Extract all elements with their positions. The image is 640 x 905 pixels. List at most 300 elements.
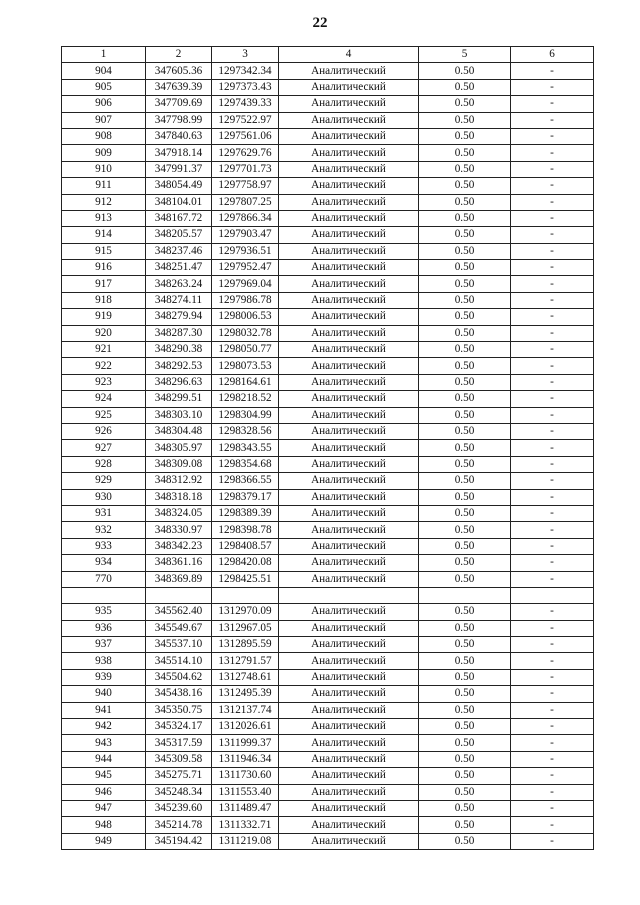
table-cell: 913 bbox=[62, 210, 146, 226]
table-cell: 1298343.55 bbox=[212, 440, 279, 456]
table-cell: 0.50 bbox=[419, 325, 511, 341]
table-cell: 348361.16 bbox=[146, 555, 212, 571]
table-cell: 0.50 bbox=[419, 79, 511, 95]
table-cell: 0.50 bbox=[419, 161, 511, 177]
table-cell: - bbox=[511, 79, 594, 95]
table-cell: 0.50 bbox=[419, 768, 511, 784]
table-cell: 0.50 bbox=[419, 292, 511, 308]
table-cell: 944 bbox=[62, 751, 146, 767]
table-cell: 945 bbox=[62, 768, 146, 784]
table-cell: 947 bbox=[62, 800, 146, 816]
table-row bbox=[62, 227, 594, 243]
table-row bbox=[62, 669, 594, 685]
table-cell: 0.50 bbox=[419, 112, 511, 128]
table-cell: - bbox=[511, 423, 594, 439]
table-cell: 1312137.74 bbox=[212, 702, 279, 718]
table-cell: 0.50 bbox=[419, 817, 511, 833]
table-cell: - bbox=[511, 456, 594, 472]
table-cell: 0.50 bbox=[419, 833, 511, 849]
table-row bbox=[62, 325, 594, 341]
table-cell: - bbox=[511, 702, 594, 718]
table-cell: - bbox=[511, 719, 594, 735]
table-cell: 910 bbox=[62, 161, 146, 177]
table-cell: 348296.63 bbox=[146, 374, 212, 390]
table-cell: 1298304.99 bbox=[212, 407, 279, 423]
table-cell: 0.50 bbox=[419, 620, 511, 636]
table-cell: 0.50 bbox=[419, 800, 511, 816]
table-cell: 345214.78 bbox=[146, 817, 212, 833]
table-cell: 1297439.33 bbox=[212, 96, 279, 112]
table-cell: Аналитический bbox=[279, 96, 419, 112]
table-cell: Аналитический bbox=[279, 686, 419, 702]
table-cell: 1298389.39 bbox=[212, 505, 279, 521]
table-cell: - bbox=[511, 637, 594, 653]
table-cell: - bbox=[511, 768, 594, 784]
table-cell: 1298050.77 bbox=[212, 342, 279, 358]
column-header: 2 bbox=[146, 47, 212, 63]
table-cell: 0.50 bbox=[419, 505, 511, 521]
table-cell: 1311219.08 bbox=[212, 833, 279, 849]
table-cell: 914 bbox=[62, 227, 146, 243]
table-cell: Аналитический bbox=[279, 194, 419, 210]
table-cell: 345438.16 bbox=[146, 686, 212, 702]
table-cell: - bbox=[511, 669, 594, 685]
table-cell: - bbox=[511, 96, 594, 112]
table-cell: 348318.18 bbox=[146, 489, 212, 505]
table-cell: 931 bbox=[62, 505, 146, 521]
table-cell: Аналитический bbox=[279, 833, 419, 849]
table-cell: 348342.23 bbox=[146, 538, 212, 554]
table-cell: Аналитический bbox=[279, 817, 419, 833]
table-cell: 906 bbox=[62, 96, 146, 112]
table-row bbox=[62, 79, 594, 95]
table-cell: 0.50 bbox=[419, 276, 511, 292]
table-cell: 0.50 bbox=[419, 128, 511, 144]
table-cell: 770 bbox=[62, 571, 146, 587]
table-cell: 345275.71 bbox=[146, 768, 212, 784]
table-cell: - bbox=[511, 489, 594, 505]
table-cell: - bbox=[511, 833, 594, 849]
table-cell: Аналитический bbox=[279, 473, 419, 489]
table-cell: 1298398.78 bbox=[212, 522, 279, 538]
table-cell: Аналитический bbox=[279, 571, 419, 587]
column-header: 5 bbox=[419, 47, 511, 63]
table-row bbox=[62, 260, 594, 276]
table-cell: 345324.17 bbox=[146, 719, 212, 735]
table-cell: Аналитический bbox=[279, 63, 419, 79]
table-cell: Аналитический bbox=[279, 702, 419, 718]
table-cell: 348292.53 bbox=[146, 358, 212, 374]
table-row bbox=[62, 145, 594, 161]
table-cell: 345239.60 bbox=[146, 800, 212, 816]
table-cell: 345504.62 bbox=[146, 669, 212, 685]
table-cell: 942 bbox=[62, 719, 146, 735]
table-cell: - bbox=[511, 63, 594, 79]
table-cell: 917 bbox=[62, 276, 146, 292]
table-cell: 932 bbox=[62, 522, 146, 538]
table-cell: Аналитический bbox=[279, 784, 419, 800]
table-cell: 347991.37 bbox=[146, 161, 212, 177]
group-separator-row bbox=[62, 587, 594, 603]
table-cell: - bbox=[511, 358, 594, 374]
table-cell: Аналитический bbox=[279, 440, 419, 456]
table-cell: 1297807.25 bbox=[212, 194, 279, 210]
table-row bbox=[62, 571, 594, 587]
table-cell: 1297701.73 bbox=[212, 161, 279, 177]
table-cell: 1311489.47 bbox=[212, 800, 279, 816]
table-cell: 916 bbox=[62, 260, 146, 276]
table-cell: - bbox=[511, 522, 594, 538]
table-cell: 1311553.40 bbox=[212, 784, 279, 800]
table-cell: 1298164.61 bbox=[212, 374, 279, 390]
table-cell: Аналитический bbox=[279, 309, 419, 325]
table-cell: 348263.24 bbox=[146, 276, 212, 292]
table-cell: 1297342.34 bbox=[212, 63, 279, 79]
table-cell: Аналитический bbox=[279, 342, 419, 358]
table-cell: 1298425.51 bbox=[212, 571, 279, 587]
table-cell: 1311332.71 bbox=[212, 817, 279, 833]
table-cell: Аналитический bbox=[279, 178, 419, 194]
table-row bbox=[62, 784, 594, 800]
table-cell: Аналитический bbox=[279, 260, 419, 276]
table-cell: - bbox=[511, 292, 594, 308]
table-cell: 1311730.60 bbox=[212, 768, 279, 784]
table-cell: Аналитический bbox=[279, 210, 419, 226]
table-cell: 933 bbox=[62, 538, 146, 554]
table-cell: Аналитический bbox=[279, 227, 419, 243]
table-cell: Аналитический bbox=[279, 374, 419, 390]
table-cell: - bbox=[511, 653, 594, 669]
table-cell: 348205.57 bbox=[146, 227, 212, 243]
table-cell: - bbox=[511, 555, 594, 571]
table-row bbox=[62, 63, 594, 79]
table-cell: 915 bbox=[62, 243, 146, 259]
table-cell: - bbox=[511, 161, 594, 177]
table-cell: 0.50 bbox=[419, 145, 511, 161]
table-cell: Аналитический bbox=[279, 768, 419, 784]
table-cell: 925 bbox=[62, 407, 146, 423]
table-cell: 904 bbox=[62, 63, 146, 79]
table-cell: Аналитический bbox=[279, 407, 419, 423]
empty-cell bbox=[279, 587, 419, 603]
table-cell: 0.50 bbox=[419, 473, 511, 489]
table-cell: 347639.39 bbox=[146, 79, 212, 95]
table-row bbox=[62, 505, 594, 521]
table-cell: 0.50 bbox=[419, 227, 511, 243]
table-cell: Аналитический bbox=[279, 735, 419, 751]
table-row bbox=[62, 358, 594, 374]
table-cell: 905 bbox=[62, 79, 146, 95]
table-cell: - bbox=[511, 735, 594, 751]
table-row bbox=[62, 178, 594, 194]
table-cell: - bbox=[511, 620, 594, 636]
table-cell: 1298366.55 bbox=[212, 473, 279, 489]
table-row bbox=[62, 538, 594, 554]
table-cell: 345537.10 bbox=[146, 637, 212, 653]
table-cell: 934 bbox=[62, 555, 146, 571]
table-cell: - bbox=[511, 538, 594, 554]
table-cell: - bbox=[511, 473, 594, 489]
table-cell: 1312495.39 bbox=[212, 686, 279, 702]
table-cell: 0.50 bbox=[419, 178, 511, 194]
table-cell: 921 bbox=[62, 342, 146, 358]
table-cell: 0.50 bbox=[419, 522, 511, 538]
table-cell: 1311946.34 bbox=[212, 751, 279, 767]
table-cell: Аналитический bbox=[279, 112, 419, 128]
table-cell: 0.50 bbox=[419, 571, 511, 587]
table-cell: 345317.59 bbox=[146, 735, 212, 751]
table-row bbox=[62, 489, 594, 505]
table-row bbox=[62, 637, 594, 653]
table-cell: 935 bbox=[62, 604, 146, 620]
table-cell: - bbox=[511, 178, 594, 194]
table-row bbox=[62, 751, 594, 767]
table-row bbox=[62, 194, 594, 210]
empty-cell bbox=[212, 587, 279, 603]
table-row bbox=[62, 243, 594, 259]
table-cell: 912 bbox=[62, 194, 146, 210]
table-cell: 347605.36 bbox=[146, 63, 212, 79]
table-row bbox=[62, 604, 594, 620]
table-cell: 1312967.05 bbox=[212, 620, 279, 636]
table-cell: 348309.08 bbox=[146, 456, 212, 472]
table-cell: 348330.97 bbox=[146, 522, 212, 538]
table-cell: 1298420.08 bbox=[212, 555, 279, 571]
table-cell: - bbox=[511, 505, 594, 521]
table-row bbox=[62, 112, 594, 128]
table-cell: 924 bbox=[62, 391, 146, 407]
table-cell: 0.50 bbox=[419, 243, 511, 259]
table-cell: 348054.49 bbox=[146, 178, 212, 194]
table-cell: 348305.97 bbox=[146, 440, 212, 456]
table-cell: 348237.46 bbox=[146, 243, 212, 259]
table-cell: - bbox=[511, 210, 594, 226]
table-cell: Аналитический bbox=[279, 391, 419, 407]
table-cell: 0.50 bbox=[419, 358, 511, 374]
table-row bbox=[62, 342, 594, 358]
table-cell: 0.50 bbox=[419, 63, 511, 79]
table-row bbox=[62, 686, 594, 702]
table-cell: 0.50 bbox=[419, 260, 511, 276]
table-cell: 0.50 bbox=[419, 391, 511, 407]
table-cell: - bbox=[511, 145, 594, 161]
table-cell: Аналитический bbox=[279, 538, 419, 554]
table-cell: 930 bbox=[62, 489, 146, 505]
table-row bbox=[62, 473, 594, 489]
table-cell: 0.50 bbox=[419, 669, 511, 685]
table-cell: 0.50 bbox=[419, 555, 511, 571]
table-cell: 0.50 bbox=[419, 702, 511, 718]
table-cell: 0.50 bbox=[419, 423, 511, 439]
table-row bbox=[62, 128, 594, 144]
table-cell: Аналитический bbox=[279, 669, 419, 685]
table-cell: 1298379.17 bbox=[212, 489, 279, 505]
table-cell: - bbox=[511, 817, 594, 833]
table-row bbox=[62, 292, 594, 308]
table-cell: 1297936.51 bbox=[212, 243, 279, 259]
table-cell: - bbox=[511, 342, 594, 358]
table-cell: - bbox=[511, 276, 594, 292]
table-cell: 0.50 bbox=[419, 194, 511, 210]
table-cell: 345514.10 bbox=[146, 653, 212, 669]
table-cell: - bbox=[511, 391, 594, 407]
coordinates-table bbox=[61, 46, 594, 850]
table-cell: Аналитический bbox=[279, 423, 419, 439]
table-cell: Аналитический bbox=[279, 489, 419, 505]
column-header: 1 bbox=[62, 47, 146, 63]
table-cell: - bbox=[511, 260, 594, 276]
table-cell: 946 bbox=[62, 784, 146, 800]
table-row bbox=[62, 423, 594, 439]
table-cell: 0.50 bbox=[419, 735, 511, 751]
table-cell: 0.50 bbox=[419, 538, 511, 554]
table-cell: Аналитический bbox=[279, 243, 419, 259]
table-row bbox=[62, 210, 594, 226]
table-cell: 345248.34 bbox=[146, 784, 212, 800]
table-cell: 926 bbox=[62, 423, 146, 439]
table-row bbox=[62, 96, 594, 112]
table-cell: 348304.48 bbox=[146, 423, 212, 439]
table-row bbox=[62, 309, 594, 325]
table-cell: 949 bbox=[62, 833, 146, 849]
table-cell: 348167.72 bbox=[146, 210, 212, 226]
table-cell: 348312.92 bbox=[146, 473, 212, 489]
table-cell: 0.50 bbox=[419, 407, 511, 423]
table-cell: 936 bbox=[62, 620, 146, 636]
empty-cell bbox=[146, 587, 212, 603]
table-cell: 347918.14 bbox=[146, 145, 212, 161]
table-cell: Аналитический bbox=[279, 751, 419, 767]
table-cell: 345350.75 bbox=[146, 702, 212, 718]
table-cell: Аналитический bbox=[279, 358, 419, 374]
table-cell: - bbox=[511, 194, 594, 210]
table-cell: 1312791.57 bbox=[212, 653, 279, 669]
table-cell: - bbox=[511, 571, 594, 587]
table-cell: 909 bbox=[62, 145, 146, 161]
empty-cell bbox=[511, 587, 594, 603]
table-cell: 345194.42 bbox=[146, 833, 212, 849]
table-cell: 348299.51 bbox=[146, 391, 212, 407]
table-row bbox=[62, 817, 594, 833]
table-cell: Аналитический bbox=[279, 800, 419, 816]
empty-cell bbox=[62, 587, 146, 603]
table-cell: Аналитический bbox=[279, 653, 419, 669]
table-cell: 0.50 bbox=[419, 653, 511, 669]
table-cell: 908 bbox=[62, 128, 146, 144]
table-cell: 348303.10 bbox=[146, 407, 212, 423]
table-cell: Аналитический bbox=[279, 292, 419, 308]
table-cell: 348369.89 bbox=[146, 571, 212, 587]
table-cell: 929 bbox=[62, 473, 146, 489]
table-cell: 1312895.59 bbox=[212, 637, 279, 653]
table-cell: - bbox=[511, 325, 594, 341]
table-cell: 347798.99 bbox=[146, 112, 212, 128]
table-cell: Аналитический bbox=[279, 555, 419, 571]
table-cell: - bbox=[511, 784, 594, 800]
table-cell: 1297561.06 bbox=[212, 128, 279, 144]
table-row bbox=[62, 653, 594, 669]
page-number: 22 bbox=[312, 15, 328, 31]
table-cell: 347840.63 bbox=[146, 128, 212, 144]
table-row bbox=[62, 407, 594, 423]
table-cell: 348104.01 bbox=[146, 194, 212, 210]
table-cell: 940 bbox=[62, 686, 146, 702]
table-cell: 0.50 bbox=[419, 489, 511, 505]
table-cell: 920 bbox=[62, 325, 146, 341]
table-row bbox=[62, 391, 594, 407]
table-cell: - bbox=[511, 751, 594, 767]
table-row bbox=[62, 800, 594, 816]
table-cell: - bbox=[511, 800, 594, 816]
table-row bbox=[62, 768, 594, 784]
table-row bbox=[62, 719, 594, 735]
table-cell: 907 bbox=[62, 112, 146, 128]
table-cell: 923 bbox=[62, 374, 146, 390]
table-cell: Аналитический bbox=[279, 522, 419, 538]
table-cell: Аналитический bbox=[279, 128, 419, 144]
empty-cell bbox=[419, 587, 511, 603]
table-cell: - bbox=[511, 309, 594, 325]
table-cell: 0.50 bbox=[419, 637, 511, 653]
table-row bbox=[62, 456, 594, 472]
table-cell: 0.50 bbox=[419, 374, 511, 390]
table-cell: 1312026.61 bbox=[212, 719, 279, 735]
table-cell: 1297866.34 bbox=[212, 210, 279, 226]
table-cell: 0.50 bbox=[419, 784, 511, 800]
table-cell: 1298354.68 bbox=[212, 456, 279, 472]
table-cell: 1298328.56 bbox=[212, 423, 279, 439]
table-cell: 1297986.78 bbox=[212, 292, 279, 308]
table-cell: 941 bbox=[62, 702, 146, 718]
table-cell: 911 bbox=[62, 178, 146, 194]
table-cell: 1298408.57 bbox=[212, 538, 279, 554]
table-cell: 0.50 bbox=[419, 604, 511, 620]
table-cell: Аналитический bbox=[279, 79, 419, 95]
table-cell: Аналитический bbox=[279, 637, 419, 653]
column-header: 3 bbox=[212, 47, 279, 63]
table-cell: - bbox=[511, 604, 594, 620]
table-cell: Аналитический bbox=[279, 456, 419, 472]
table-cell: 0.50 bbox=[419, 456, 511, 472]
table-cell: 0.50 bbox=[419, 309, 511, 325]
table-cell: 1297373.43 bbox=[212, 79, 279, 95]
table-cell: 348287.30 bbox=[146, 325, 212, 341]
table-cell: 1312748.61 bbox=[212, 669, 279, 685]
table-cell: 345562.40 bbox=[146, 604, 212, 620]
table-row bbox=[62, 276, 594, 292]
table-row bbox=[62, 833, 594, 849]
table-cell: 345309.58 bbox=[146, 751, 212, 767]
table-cell: Аналитический bbox=[279, 145, 419, 161]
table-row bbox=[62, 620, 594, 636]
table-body bbox=[62, 63, 594, 850]
table-cell: Аналитический bbox=[279, 604, 419, 620]
table-cell: - bbox=[511, 112, 594, 128]
table-cell: 0.50 bbox=[419, 96, 511, 112]
table-cell: 1298032.78 bbox=[212, 325, 279, 341]
table-cell: - bbox=[511, 227, 594, 243]
column-header: 6 bbox=[511, 47, 594, 63]
table-cell: 1298073.53 bbox=[212, 358, 279, 374]
table-cell: 1311999.37 bbox=[212, 735, 279, 751]
table-cell: 928 bbox=[62, 456, 146, 472]
table-cell: 0.50 bbox=[419, 751, 511, 767]
table-cell: 1297522.97 bbox=[212, 112, 279, 128]
table-cell: - bbox=[511, 128, 594, 144]
table-cell: 348290.38 bbox=[146, 342, 212, 358]
table-cell: 1297952.47 bbox=[212, 260, 279, 276]
table-cell: 0.50 bbox=[419, 210, 511, 226]
